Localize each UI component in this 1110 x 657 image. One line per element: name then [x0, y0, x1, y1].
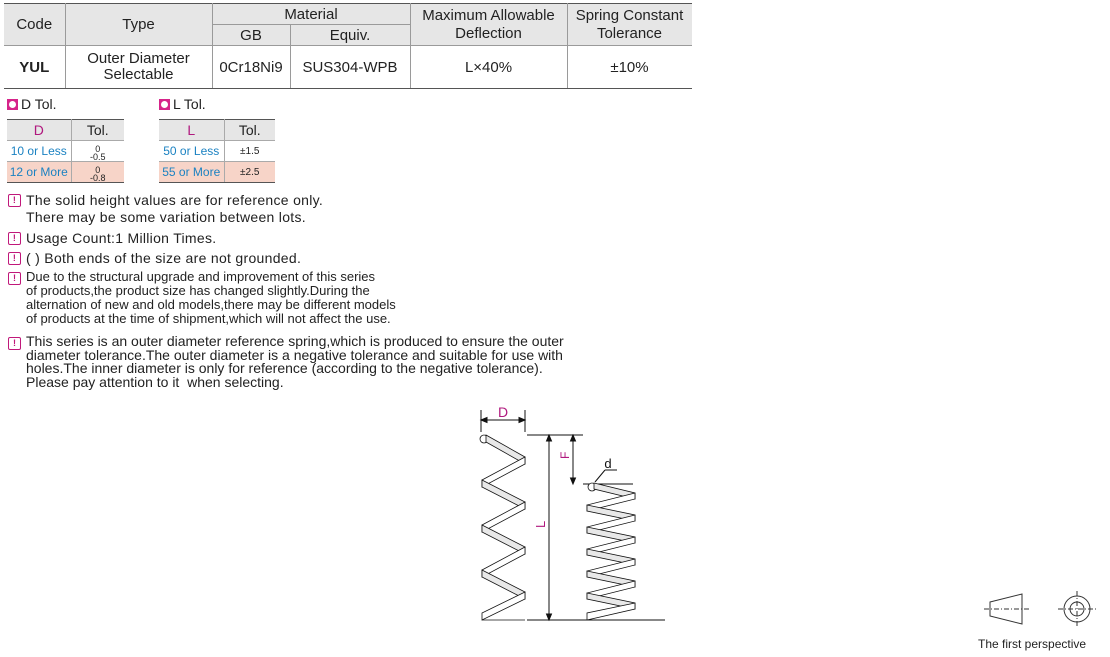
spring-diagram: [465, 402, 685, 627]
type-value: Outer Diameter Selectable: [65, 46, 212, 89]
l-tol-title-text: L Tol.: [173, 96, 206, 112]
d-tol-col-tol: Tol.: [71, 120, 124, 141]
d-tol-title-text: D Tol.: [21, 96, 57, 112]
warning-icon: !: [8, 272, 21, 285]
l-tol-label: 55 or More: [159, 162, 224, 183]
circle-square-icon: [159, 99, 170, 110]
l-tol-table: [159, 119, 275, 183]
header-equiv: Equiv.: [290, 25, 410, 46]
d-tol-label: 10 or Less: [7, 141, 71, 162]
d-tol-value: 0 -0.8: [71, 162, 124, 183]
header-spring-tolerance: Spring Constant Tolerance: [567, 4, 692, 46]
header-type: Type: [65, 4, 212, 46]
max-deflection-value: L×40%: [410, 46, 567, 89]
note-solid-height: ! The solid height values are for reference only. There may be some variation between lots.: [8, 192, 323, 226]
warning-icon: !: [8, 252, 21, 265]
note-not-grounded: ! ( ) Both ends of the size are not grounded.: [8, 250, 301, 267]
l-tol-col-l: L: [159, 120, 224, 141]
d-tol-label: 12 or More: [7, 162, 71, 183]
header-max-deflection: Maximum Allowable Deflection: [410, 4, 567, 46]
warning-icon: !: [8, 232, 21, 245]
label-F: F: [558, 451, 572, 459]
warning-icon: !: [8, 337, 21, 350]
header-material: Material: [212, 4, 410, 25]
spring-tolerance-value: ±10%: [567, 46, 692, 89]
label-D: D: [497, 404, 509, 420]
label-d: d: [604, 456, 612, 471]
d-tol-table: [7, 119, 124, 183]
table-row: [159, 141, 275, 162]
code-value: YUL: [4, 46, 65, 89]
d-tol-col-d: D: [7, 120, 71, 141]
header-gb: GB: [212, 25, 290, 46]
spec-table: [4, 3, 692, 89]
table-row: [7, 162, 124, 183]
compressed-spring: [587, 483, 635, 620]
warning-icon: !: [8, 194, 21, 207]
l-tol-value: ±1.5: [224, 141, 275, 162]
gb-value: 0Cr18Ni9: [212, 46, 290, 89]
note-usage-count: ! Usage Count:1 Million Times.: [8, 230, 216, 247]
d-tol-value: 0 -0.5: [71, 141, 124, 162]
l-tol-col-tol: Tol.: [224, 120, 275, 141]
free-spring: [480, 435, 525, 620]
circle-square-icon: [7, 99, 18, 110]
table-row: [4, 46, 692, 89]
l-tol-label: 50 or Less: [159, 141, 224, 162]
l-tol-value: ±2.5: [224, 162, 275, 183]
note-outer-diameter: ! This series is an outer diameter reference spring,which is produced to ensure the outer diameter tolerance.The outer diameter is a negative tolerance and suitable for use with holes.The inner diameter is only for reference (according to the negative tolerance). Please pay attention to it when selecting.: [8, 335, 564, 389]
first-angle-projection-icon: [982, 590, 1102, 630]
label-L: L: [533, 520, 548, 528]
equiv-value: SUS304-WPB: [290, 46, 410, 89]
table-row: [159, 162, 275, 183]
header-code: Code: [4, 4, 65, 46]
note-structural-upgrade: ! Due to the structural upgrade and improvement of this series of products,the product size has changed slightly.During the alternation of new and old models,there may be different models of products at the time of shipment,which will not affect the use.: [8, 270, 396, 326]
d-tol-title: [7, 96, 57, 112]
l-tol-title: [159, 96, 206, 112]
projection-label: The first perspective: [978, 637, 1087, 651]
table-row: [7, 141, 124, 162]
